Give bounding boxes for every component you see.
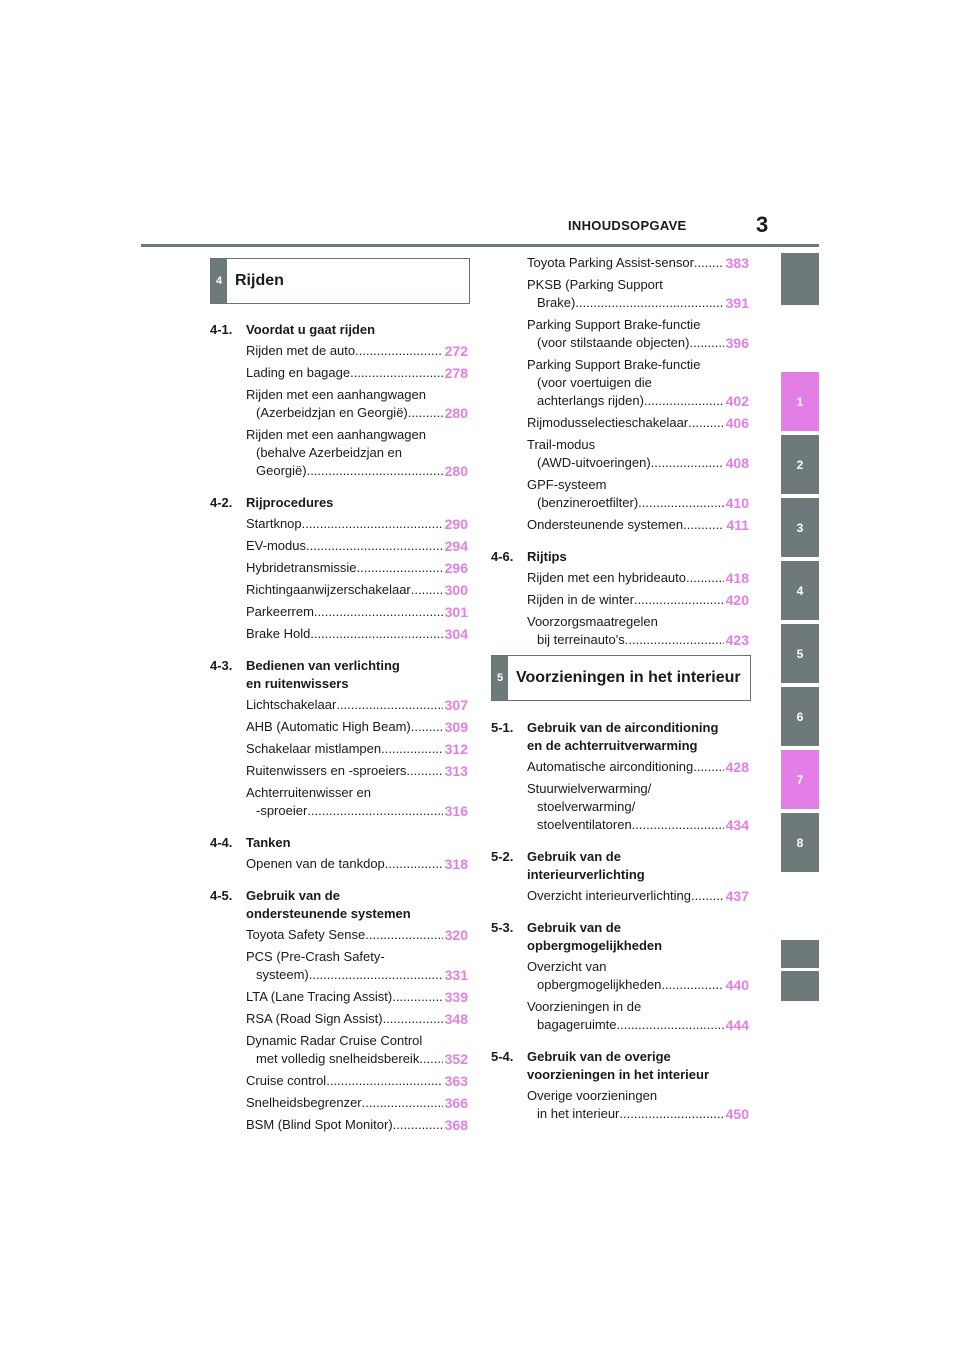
entry-page[interactable]: 296	[444, 560, 468, 576]
entry-title: Hybridetransmissie	[246, 560, 357, 575]
entry-page[interactable]: 290	[444, 516, 468, 532]
toc-column-right	[491, 254, 749, 653]
entry-page[interactable]: 406	[725, 415, 749, 431]
entry-title-line: GPF-systeem	[527, 477, 607, 492]
entry-title: stoelventilatoren	[537, 817, 632, 832]
toc-entry[interactable]	[246, 926, 468, 944]
entry-title: Parkeerrem	[246, 604, 314, 619]
entry-page[interactable]: 411	[726, 517, 749, 533]
chapter-tab-2[interactable]: 2	[781, 435, 819, 494]
toc-entry[interactable]	[246, 581, 468, 599]
entry-page[interactable]: 366	[444, 1095, 468, 1111]
entry-page[interactable]: 320	[444, 927, 468, 943]
subsection-heading	[491, 548, 749, 566]
entry-page[interactable]: 280	[444, 405, 468, 421]
header-rule	[141, 244, 819, 247]
chapter-tab-1[interactable]: 1	[781, 372, 819, 431]
subsection-heading	[210, 494, 468, 512]
entry-page[interactable]: 307	[444, 697, 468, 713]
toc-entry[interactable]	[527, 254, 749, 272]
subsection-number: 5-1.	[491, 720, 514, 735]
toc-entry[interactable]	[246, 1094, 468, 1112]
entry-page[interactable]: 339	[444, 989, 468, 1005]
entry-page[interactable]: 420	[725, 592, 749, 608]
entry-title: -sproeier	[256, 803, 308, 818]
section-4-title: Rijden	[235, 272, 284, 289]
entry-title-line: stoelverwarming/	[537, 799, 636, 814]
toc-entry[interactable]	[527, 476, 749, 512]
entry-title: (AWD-uitvoeringen)	[537, 455, 651, 470]
entry-title: (Azerbeidzjan en Georgië)	[256, 405, 408, 420]
toc-entry[interactable]	[527, 276, 749, 312]
entry-title: Rijden in de winter	[527, 592, 634, 607]
subsection-heading	[210, 321, 468, 339]
entry-title-line: Voorzieningen in de	[527, 999, 642, 1014]
toc-entry[interactable]	[246, 696, 468, 714]
entry-page[interactable]: 423	[725, 632, 749, 648]
subsection-title: Voordat u gaat rijden	[246, 322, 376, 337]
subsection-title-line2: voorzieningen in het interieur	[527, 1067, 710, 1082]
toc-entry[interactable]	[246, 1010, 468, 1028]
subsection-number: 4-5.	[210, 888, 233, 903]
entry-title-line: Stuurwielverwarming/	[527, 781, 652, 796]
toc-entry[interactable]	[246, 386, 468, 422]
entry-page[interactable]: 304	[444, 626, 468, 642]
entry-page[interactable]: 440	[725, 977, 749, 993]
entry-page[interactable]: 450	[725, 1106, 749, 1122]
entry-page[interactable]: 437	[725, 888, 749, 904]
entry-page[interactable]: 368	[444, 1117, 468, 1133]
toc-entry[interactable]	[246, 855, 468, 873]
subsection-heading	[210, 887, 468, 923]
subsection-number: 5-2.	[491, 849, 514, 864]
entry-title: EV-modus	[246, 538, 306, 553]
subsection-heading	[491, 1048, 749, 1084]
section-4-number: 4	[211, 259, 227, 303]
entry-page[interactable]: 348	[444, 1011, 468, 1027]
entry-title: Georgië)	[256, 463, 307, 478]
entry-page[interactable]: 312	[444, 741, 468, 757]
toc-column-left	[210, 321, 468, 1138]
entry-title-line: (voor voertuigen die	[537, 375, 652, 390]
entry-title: Cruise control	[246, 1073, 327, 1088]
entry-title-line: Trail-modus	[527, 437, 596, 452]
entry-title: Schakelaar mistlampen	[246, 741, 382, 756]
entry-title: Toyota Parking Assist-sensor	[527, 255, 694, 270]
toc-entry[interactable]	[246, 718, 468, 736]
entry-page[interactable]: 363	[444, 1073, 468, 1089]
entry-title-line: Rijden met een aanhangwagen	[246, 387, 426, 402]
toc-entry[interactable]	[246, 762, 468, 780]
entry-page[interactable]: 410	[725, 495, 749, 511]
toc-entry[interactable]	[246, 1116, 468, 1134]
entry-title: Rijmodusselectieschakelaar	[527, 415, 689, 430]
chapter-tab-4[interactable]: 4	[781, 561, 819, 620]
entry-page[interactable]: 352	[444, 1051, 468, 1067]
entry-title: Ruitenwissers en -sproeiers	[246, 763, 407, 778]
toc-entry[interactable]	[246, 1032, 468, 1068]
entry-title: Toyota Safety Sense	[246, 927, 366, 942]
entry-title: met volledig snelheidsbereik	[256, 1051, 420, 1066]
subsection-heading	[210, 834, 468, 852]
toc-entry[interactable]	[246, 1072, 468, 1090]
toc-entry[interactable]	[527, 758, 749, 776]
entry-title-line: PCS (Pre-Crash Safety-	[246, 949, 385, 964]
entry-title: Automatische airconditioning	[527, 759, 694, 774]
subsection-title: Bedienen van verlichting	[246, 658, 400, 673]
entry-title: bagageruimte	[537, 1017, 617, 1032]
entry-title-line: Parking Support Brake-functie	[527, 317, 701, 332]
entry-page[interactable]: 294	[444, 538, 468, 554]
chapter-tab-6[interactable]: 6	[781, 687, 819, 746]
toc-entry[interactable]	[527, 436, 749, 472]
entry-title: (benzineroetfilter)	[537, 495, 639, 510]
entry-title-line: Voorzorgsmaatregelen	[527, 614, 658, 629]
chapter-tab-7[interactable]: 7	[781, 750, 819, 809]
entry-title: Overzicht interieurverlichting	[527, 888, 692, 903]
entry-title: Snelheidsbegrenzer	[246, 1095, 362, 1110]
toc-entry[interactable]	[246, 559, 468, 577]
subsection-title-line2: en de achterruitverwarming	[527, 738, 698, 753]
entry-title: achterlangs rijden)	[537, 393, 644, 408]
entry-page[interactable]: 280	[444, 463, 468, 479]
subsection-title: Rijprocedures	[246, 495, 334, 510]
entry-title-line: Dynamic Radar Cruise Control	[246, 1033, 423, 1048]
toc-entry[interactable]	[527, 1087, 749, 1123]
entry-page[interactable]: 391	[725, 295, 749, 311]
toc-entry[interactable]	[527, 998, 749, 1034]
subsection-title: Tanken	[246, 835, 291, 850]
entry-title-line: Parking Support Brake-functie	[527, 357, 701, 372]
toc-entry[interactable]	[527, 613, 749, 649]
subsection-heading	[210, 657, 468, 693]
subsection-title-line2: ondersteunende systemen	[246, 906, 411, 921]
subsection-heading	[491, 919, 749, 955]
entry-title: Richtingaanwijzerschakelaar	[246, 582, 411, 597]
entry-title: LTA (Lane Tracing Assist)	[246, 989, 393, 1004]
entry-title-line: Rijden met een aanhangwagen	[246, 427, 426, 442]
entry-page[interactable]: 434	[725, 817, 749, 833]
entry-page[interactable]: 318	[444, 856, 468, 872]
entry-page[interactable]: 383	[725, 255, 749, 271]
subsection-title: Gebruik van de overige	[527, 1049, 671, 1064]
section-5-title: Voorzieningen in het interieur	[516, 669, 741, 686]
toc-entry[interactable]	[527, 591, 749, 609]
entry-title: systeem)	[256, 967, 309, 982]
entry-page[interactable]: 396	[725, 335, 749, 351]
toc-column-right-lower	[491, 719, 749, 1127]
entry-page[interactable]: 316	[444, 803, 468, 819]
toc-entry[interactable]	[527, 516, 749, 534]
entry-title: bij terreinauto's	[537, 632, 625, 647]
entry-page[interactable]: 278	[444, 365, 468, 381]
toc-entry[interactable]	[246, 515, 468, 533]
entry-page[interactable]: 272	[444, 343, 468, 359]
toc-entry[interactable]	[246, 740, 468, 758]
chapter-tab-3[interactable]: 3	[781, 498, 819, 557]
entry-title: in het interieur	[537, 1106, 620, 1121]
entry-title: (voor stilstaande objecten)	[537, 335, 690, 350]
subsection-title: Rijtips	[527, 549, 567, 564]
toc-entry[interactable]	[246, 342, 468, 360]
entry-title-line: Overzicht van	[527, 959, 607, 974]
toc-entry[interactable]	[246, 426, 468, 480]
entry-page[interactable]: 309	[444, 719, 468, 735]
subsection-number: 4-1.	[210, 322, 233, 337]
subsection-heading	[491, 719, 749, 755]
section-5-number: 5	[492, 656, 508, 700]
toc-entry[interactable]	[527, 958, 749, 994]
entry-title: Rijden met een hybrideauto	[527, 570, 686, 585]
entry-title: Ondersteunende systemen	[527, 517, 684, 532]
toc-entry[interactable]	[527, 569, 749, 587]
toc-entry[interactable]	[246, 625, 468, 643]
chapter-tab-index-a[interactable]	[781, 940, 819, 968]
subsection-number: 5-3.	[491, 920, 514, 935]
entry-page[interactable]: 402	[725, 393, 749, 409]
subsection-number: 4-3.	[210, 658, 233, 673]
toc-entry[interactable]	[527, 356, 749, 410]
subsection-number: 4-4.	[210, 835, 233, 850]
subsection-title-line2: en ruitenwissers	[246, 676, 349, 691]
toc-entry[interactable]	[527, 887, 749, 905]
subsection-number: 5-4.	[491, 1049, 514, 1064]
entry-title: AHB (Automatic High Beam)	[246, 719, 411, 734]
toc-entry[interactable]	[246, 364, 468, 382]
entry-title: RSA (Road Sign Assist)	[246, 1011, 383, 1026]
section-4-heading	[210, 258, 470, 304]
entry-page[interactable]: 428	[725, 759, 749, 775]
entry-page[interactable]: 300	[444, 582, 468, 598]
entry-title: Startknop	[246, 516, 302, 531]
subsection-title: Gebruik van de	[246, 888, 340, 903]
chapter-tab-8[interactable]: 8	[781, 813, 819, 872]
entry-page[interactable]: 418	[725, 570, 749, 586]
entry-title-line: (behalve Azerbeidzjan en	[256, 445, 402, 460]
entry-page[interactable]: 444	[725, 1017, 749, 1033]
toc-entry[interactable]	[527, 780, 749, 834]
chapter-tab-top[interactable]	[781, 253, 819, 305]
subsection-number: 4-6.	[491, 549, 514, 564]
entry-page[interactable]: 301	[444, 604, 468, 620]
section-5-heading	[491, 655, 751, 701]
subsection-title: Gebruik van de	[527, 849, 621, 864]
entry-page[interactable]: 313	[444, 763, 468, 779]
entry-page[interactable]: 408	[725, 455, 749, 471]
chapter-tab-5[interactable]: 5	[781, 624, 819, 683]
subsection-title-line2: interieurverlichting	[527, 867, 645, 882]
subsection-title: Gebruik van de	[527, 920, 621, 935]
toc-entry[interactable]	[527, 414, 749, 432]
subsection-heading	[491, 848, 749, 884]
entry-title: BSM (Blind Spot Monitor)	[246, 1117, 393, 1132]
entry-title: Brake)	[537, 295, 576, 310]
toc-entry[interactable]	[246, 537, 468, 555]
subsection-number: 4-2.	[210, 495, 233, 510]
entry-title-line: Overige voorzieningen	[527, 1088, 658, 1103]
running-header-title: INHOUDSOPGAVE	[568, 218, 687, 233]
entry-title: opbergmogelijkheden	[537, 977, 662, 992]
page-number: 3	[756, 212, 769, 237]
toc-entry[interactable]	[246, 603, 468, 621]
subsection-title: Gebruik van de airconditioning	[527, 720, 719, 735]
toc-entry[interactable]	[527, 316, 749, 352]
toc-entry[interactable]	[246, 784, 468, 820]
chapter-tab-index-b[interactable]	[781, 971, 819, 1001]
toc-entry[interactable]	[246, 948, 468, 984]
entry-title: Lichtschakelaar	[246, 697, 337, 712]
entry-title: Brake Hold	[246, 626, 311, 641]
entry-title: Lading en bagage	[246, 365, 351, 380]
toc-entry[interactable]	[246, 988, 468, 1006]
entry-page[interactable]: 331	[444, 967, 468, 983]
entry-title-line: Achterruitenwisser en	[246, 785, 371, 800]
entry-title: Rijden met de auto	[246, 343, 356, 358]
subsection-title-line2: opbergmogelijkheden	[527, 938, 663, 953]
entry-title: Openen van de tankdop	[246, 856, 385, 871]
entry-title-line: PKSB (Parking Support	[527, 277, 663, 292]
